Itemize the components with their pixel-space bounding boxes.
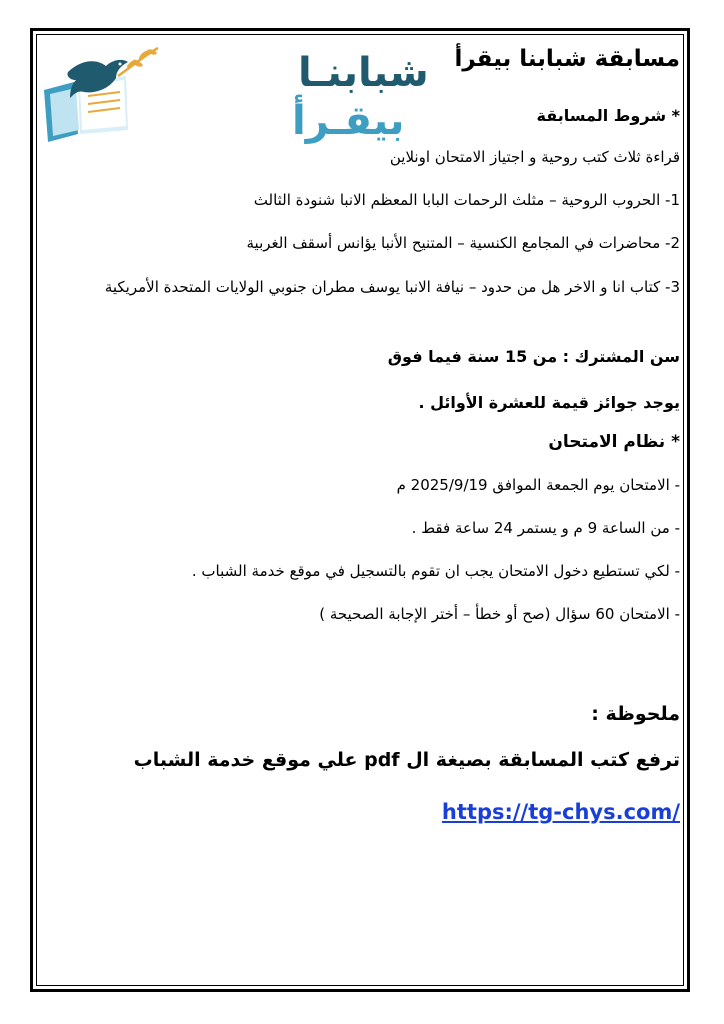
logo-line2: بيقـرأ [292, 98, 405, 144]
conditions-heading: * شروط المسابقة [536, 106, 680, 125]
book-item-2: 2- محاضرات في المجامع الكنسية – المتنيح الأنبا يؤانس أسقف الغربية [246, 234, 680, 252]
page-border [30, 28, 690, 992]
website-link[interactable]: https://tg-chys.com/ [441, 800, 680, 824]
conditions-intro: قراءة ثلاث كتب روحية و اجتياز الامتحان اونلاين [389, 148, 680, 166]
book-item-1: 1- الحروب الروحية – مثلث الرحمات البابا المعظم الانبا شنودة الثالث [253, 191, 680, 209]
exam-line-1: - الامتحان يوم الجمعة الموافق 2025/9/19 م [396, 476, 680, 494]
logo-line1: شبابنـا [298, 50, 429, 96]
page-title: مسابقة شبابنا بيقرأ [454, 46, 680, 72]
book-item-3: 3- كتاب انا و الاخر هل من حدود – نيافة الانبا يوسف مطران جنوبي الولايات المتحدة الأمريكية [104, 278, 680, 296]
page-border-inner [36, 34, 684, 986]
exam-line-4: - الامتحان 60 سؤال (صح أو خطأ – أختر الإجابة الصحيحة ) [319, 605, 680, 623]
prizes-line: يوجد جوائز قيمة للعشرة الأوائل . [418, 393, 680, 412]
age-requirement: سن المشترك : من 15 سنة فيما فوق [387, 347, 680, 366]
note-text: ترفع كتب المسابقة بصيغة ال pdf علي موقع خدمة الشباب [133, 749, 680, 771]
exam-line-2: - من الساعة 9 م و يستمر 24 ساعة فقط . [411, 519, 680, 537]
logo [40, 42, 429, 144]
note-heading: ملحوظة : [591, 703, 680, 725]
exam-line-3: - لكي تستطيع دخول الامتحان يجب ان تقوم بالتسجيل في موقع خدمة الشباب . [191, 562, 680, 580]
exam-heading: * نظام الامتحان [548, 432, 680, 452]
